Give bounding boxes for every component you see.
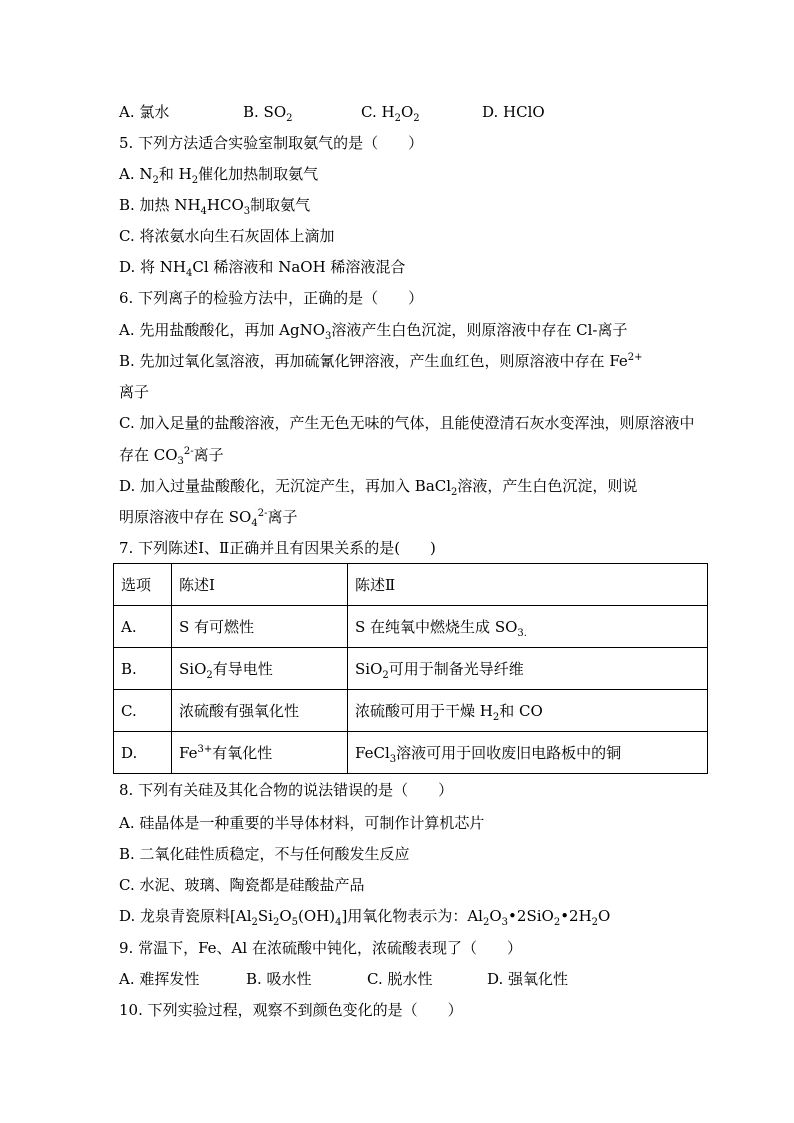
table-cell-option: A. [114,606,172,648]
table-row [114,606,708,648]
q8-option-c: C. 水泥、玻璃、陶瓷都是硅酸盐产品 [119,876,365,894]
q6-option-c: C. 加入足量的盐酸溶液，产生无色无味的气体，且能使澄清石灰水变浑浊，则原溶液中 [119,414,695,432]
table-header-cell: 陈述Ⅱ [348,564,708,606]
q5-option-a: A. $N_2$和 $H_2$催化加热制取氨气 [119,165,319,186]
q4-option-d: D. HClO [482,103,545,121]
q5-option-b: B. 加热 $NH_4HCO_3$制取氨气 [119,196,311,217]
q7-table [113,563,708,774]
q4-option-b: B. $SO_2$ [243,103,293,124]
q8-option-b: B. 二氧化硅性质稳定，不与任何酸发生反应 [119,845,410,863]
q7-stem: 7. 下列陈述Ⅰ、Ⅱ正确并且有因果关系的是( ) [119,539,436,557]
q6-option-d-cont: 明原溶液中存在 $SO_4^{2-}$离子 [119,508,298,529]
table-cell-statement-1: 浓硫酸有强氧化性 [172,690,348,732]
q4-option-c: C. $H_2O_2$ [361,103,420,124]
q5-stem: 5. 下列方法适合实验室制取氨气的是（ ） [119,134,424,152]
table-header-row [114,564,708,606]
q5-option-d: D. 将 $NH_4Cl$ 稀溶液和 NaOH 稀溶液混合 [119,258,406,279]
q6-option-a: A. 先用盐酸酸化，再加 AgNO$_3$溶液产生白色沉淀，则原溶液中存在 Cl-离子 [119,321,628,342]
table-cell-statement-1: SiO$_2$有导电性 [172,648,348,690]
q9-option-d: D. 强氧化性 [487,970,569,988]
q9-option-c: C. 脱水性 [367,970,433,988]
q9-stem: 9. 常温下，Fe、Al 在浓硫酸中钝化，浓硫酸表现了（ ） [119,939,522,957]
q6-stem: 6. 下列离子的检验方法中，正确的是（ ） [119,289,424,307]
q8-option-a: A. 硅晶体是一种重要的半导体材料，可制作计算机芯片 [119,814,485,832]
q8-option-d: D. 龙泉青瓷原料$[Al_2Si_2O_5(OH)_4]$用氧化物表示为：$Al_2O_3•2SiO_2•2H_2O$ [119,907,611,928]
table-row [114,690,708,732]
q4-options [119,102,579,122]
table-row [114,648,708,690]
table-header-cell: 选项 [114,564,172,606]
q6-option-d: D. 加入过量盐酸酸化，无沉淀产生，再加入 BaCl$_2$溶液，产生白色沉淀，则说 [119,477,638,498]
q6-option-b-cont: 离子 [119,383,150,401]
table-row [114,732,708,774]
table-cell-option: B. [114,648,172,690]
q9-option-a: A. 难挥发性 [119,970,200,988]
table-cell-option: D. [114,732,172,774]
table-cell-option: C. [114,690,172,732]
q9-options [119,969,599,989]
q10-stem: 10. 下列实验过程，观察不到颜色变化的是（ ） [119,1001,463,1019]
q6-option-b: B. 先加过氧化氢溶液，再加硫氰化钾溶液，产生血红色，则原溶液中存在 $Fe^{2+}$ [119,352,643,370]
table-cell-statement-2: SiO$_2$可用于制备光导纤维 [348,648,708,690]
q4-option-a: A. 氯水 [119,103,170,121]
q8-stem: 8. 下列有关硅及其化合物的说法错误的是（ ） [119,781,454,799]
q5-option-c: C. 将浓氨水向生石灰固体上滴加 [119,227,335,245]
table-cell-statement-1: S 有可燃性 [172,606,348,648]
table-header-cell: 陈述Ⅰ [172,564,348,606]
table-cell-statement-1: $Fe^{3+}$有氧化性 [172,732,348,774]
q6-option-c-cont: 存在 $CO_3^{2-}$离子 [119,446,224,467]
table-cell-statement-2: S 在纯氧中燃烧生成 $SO_{3.}$ [348,606,708,648]
table-cell-statement-2: 浓硫酸可用于干燥 $H_2$和 CO [348,690,708,732]
table-cell-statement-2: FeCl$_3$溶液可用于回收废旧电路板中的铜 [348,732,708,774]
q9-option-b: B. 吸水性 [246,970,312,988]
